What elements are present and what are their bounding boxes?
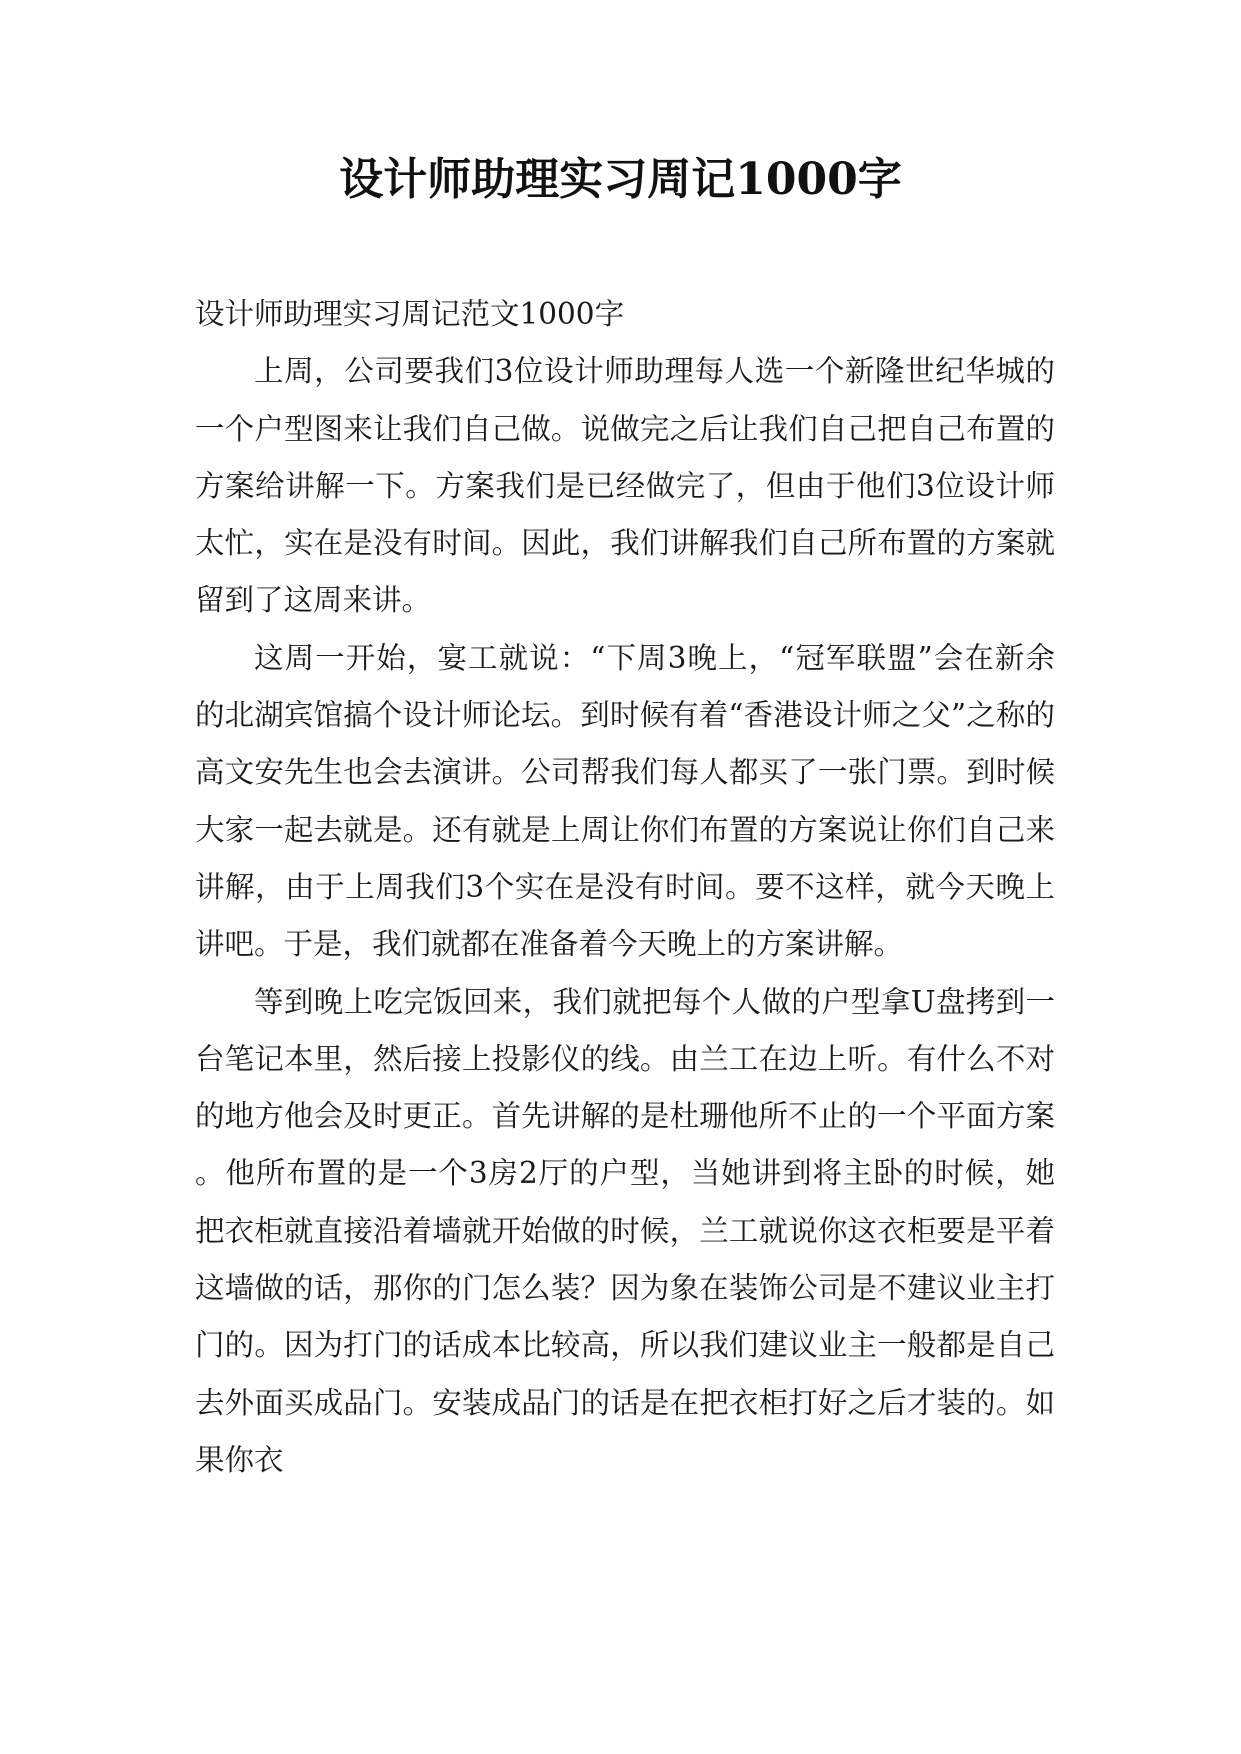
document-title: 设计师助理实习周记1000字 bbox=[339, 154, 902, 205]
document-body bbox=[195, 286, 1055, 1489]
paragraph-3: 等到晚上吃完饭回来，我们就把每个人做的户型拿U盘拷到一台笔记本里，然后接上投影仪的线。由兰工在边上听。有什么不对的地方他会及时更正。首先讲解的是杜珊他所不止的一个平面方案。他所布置的是一个3房2厅的户型，当她讲到将主卧的时候，她把衣柜就直接沿着墙就开始做的时候，兰工就说你这衣柜要是平着这墙做的话，那你的门怎么装？因为象在装饰公司是不建议业主打门的。因为打门的话成本比较高，所以我们建议业主一般都是自己去外面买成品门。安装成品门的话是在把衣柜打好之后才装的。如果你衣 bbox=[195, 984, 1055, 1477]
paragraph-1: 上周，公司要我们3位设计师助理每人选一个新隆世纪华城的一个户型图来让我们自己做。说做完之后让我们自己把自己布置的方案给讲解一下。方案我们是已经做完了，但由于他们3位设计师太忙，实在是没有时间。因此，我们讲解我们自己所布置的方案就留到了这周来讲。 bbox=[195, 354, 1055, 618]
document-subtitle: 设计师助理实习周记范文1000字 bbox=[195, 297, 625, 331]
paragraph-2: 这周一开始，宴工就说：“下周3晚上，“冠军联盟”会在新余的北湖宾馆搞个设计师论坛。到时候有着“香港设计师之父”之称的高文安先生也会去演讲。公司帮我们每人都买了一张门票。到时候大家一起去就是。还有就是上周让你们布置的方案说让你们自己来讲解，由于上周我们3个实在是没有时间。要不这样，就今天晚上讲吧。于是，我们就都在准备着今天晚上的方案讲解。 bbox=[195, 640, 1055, 962]
